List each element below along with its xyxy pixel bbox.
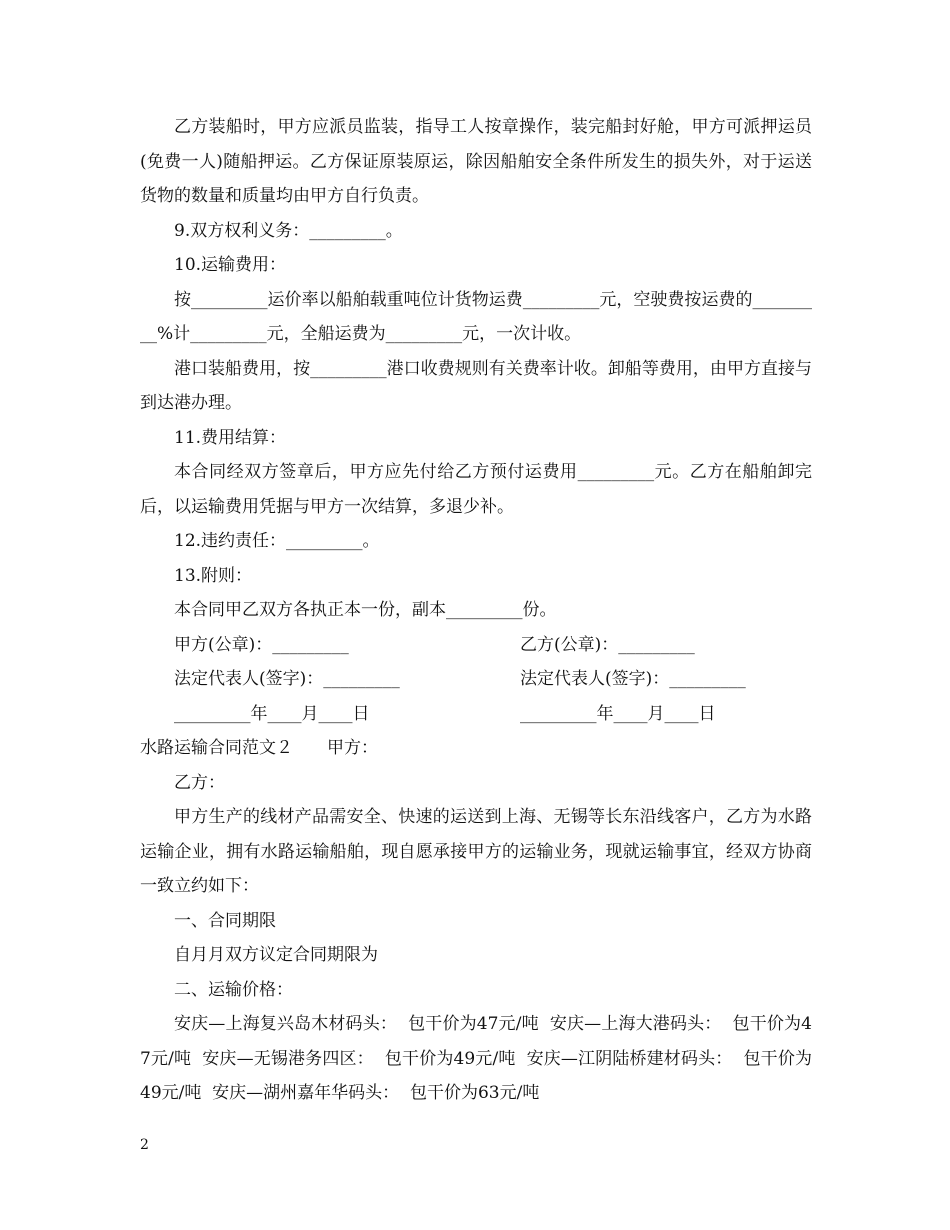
signature-row-seal — [140, 628, 812, 663]
clause-10-heading: 10.运输费用： — [174, 255, 287, 275]
party-a-date: _________年____月____日 — [174, 703, 370, 724]
section-2-price-heading: 二、运输价格： — [174, 979, 293, 1000]
paragraph-settlement: 本合同经双方签章后，甲方应先付给乙方预付运费用_________元。乙方在船舶卸完后，以运输费用凭据与甲方一次结算，多退少补。 — [140, 462, 812, 517]
clause-12: 12.违约责任：_________。 — [174, 531, 380, 551]
clause-13-heading: 13.附则： — [174, 565, 253, 586]
paragraph-freight: 按_________运价率以船舶载重吨位计货物运费_________元，空驶费按运费的_________%计_________元，全船运费为_________元，一次计收。 — [140, 289, 812, 344]
party-a-seal: 甲方(公章)：_________ — [174, 634, 349, 655]
clause-11-heading: 11.费用结算： — [174, 427, 287, 448]
section-2-term: 自月月双方议定合同期限为 — [174, 945, 378, 965]
section-2-intro: 甲方生产的线材产品需安全、快速的运送到上海、无锡等长东沿线客户，乙方为水路运输企业，拥有水路运输船舶，现自愿承接甲方的运输业务，现就运输事宜，经双方协商一致立约如下： — [140, 807, 812, 896]
section-2-price-list: 安庆—上海复兴岛木材码头： 包干价为47元/吨 安庆—上海大港码头： 包干价为47元/吨 安庆—无锡港务四区： 包干价为49元/吨 安庆—江阴陆桥建材码头： 包干价为49元/吨 安庆—湖州嘉年华码头： 包干价为63元/吨 — [140, 1014, 812, 1103]
party-b-seal: 乙方(公章)：_________ — [520, 634, 695, 655]
signature-row-date — [140, 697, 812, 732]
clause-9: 9.双方权利义务：_________。 — [174, 220, 403, 241]
section-2-heading: 水路运输合同范文２ 甲方： — [140, 738, 378, 758]
signature-row-rep — [140, 662, 812, 697]
page-number: 2 — [140, 1137, 149, 1153]
section-2-term-heading: 一、合同期限 — [174, 910, 276, 931]
paragraph-copies: 本合同甲乙双方各执正本一份，副本_________份。 — [174, 600, 557, 620]
party-b-date: _________年____月____日 — [520, 703, 716, 724]
party-a-representative: 法定代表人(签字)：_________ — [174, 669, 400, 689]
paragraph-loading: 乙方装船时，甲方应派员监装，指导工人按章操作，装完船封好舱，甲方可派押运员(免费一人)随船押运。乙方保证原装原运，除因船舶安全条件所发生的损失外，对于运送货物的数量和质量均由甲方自行负责。 — [140, 117, 812, 206]
party-b-representative: 法定代表人(签字)：_________ — [520, 669, 746, 689]
paragraph-port-fees: 港口装船费用，按_________港口收费规则有关费率计收。卸船等费用，由甲方直接与到达港办理。 — [140, 358, 812, 413]
section-2-party-b: 乙方： — [174, 772, 225, 793]
document-body — [140, 110, 812, 1111]
